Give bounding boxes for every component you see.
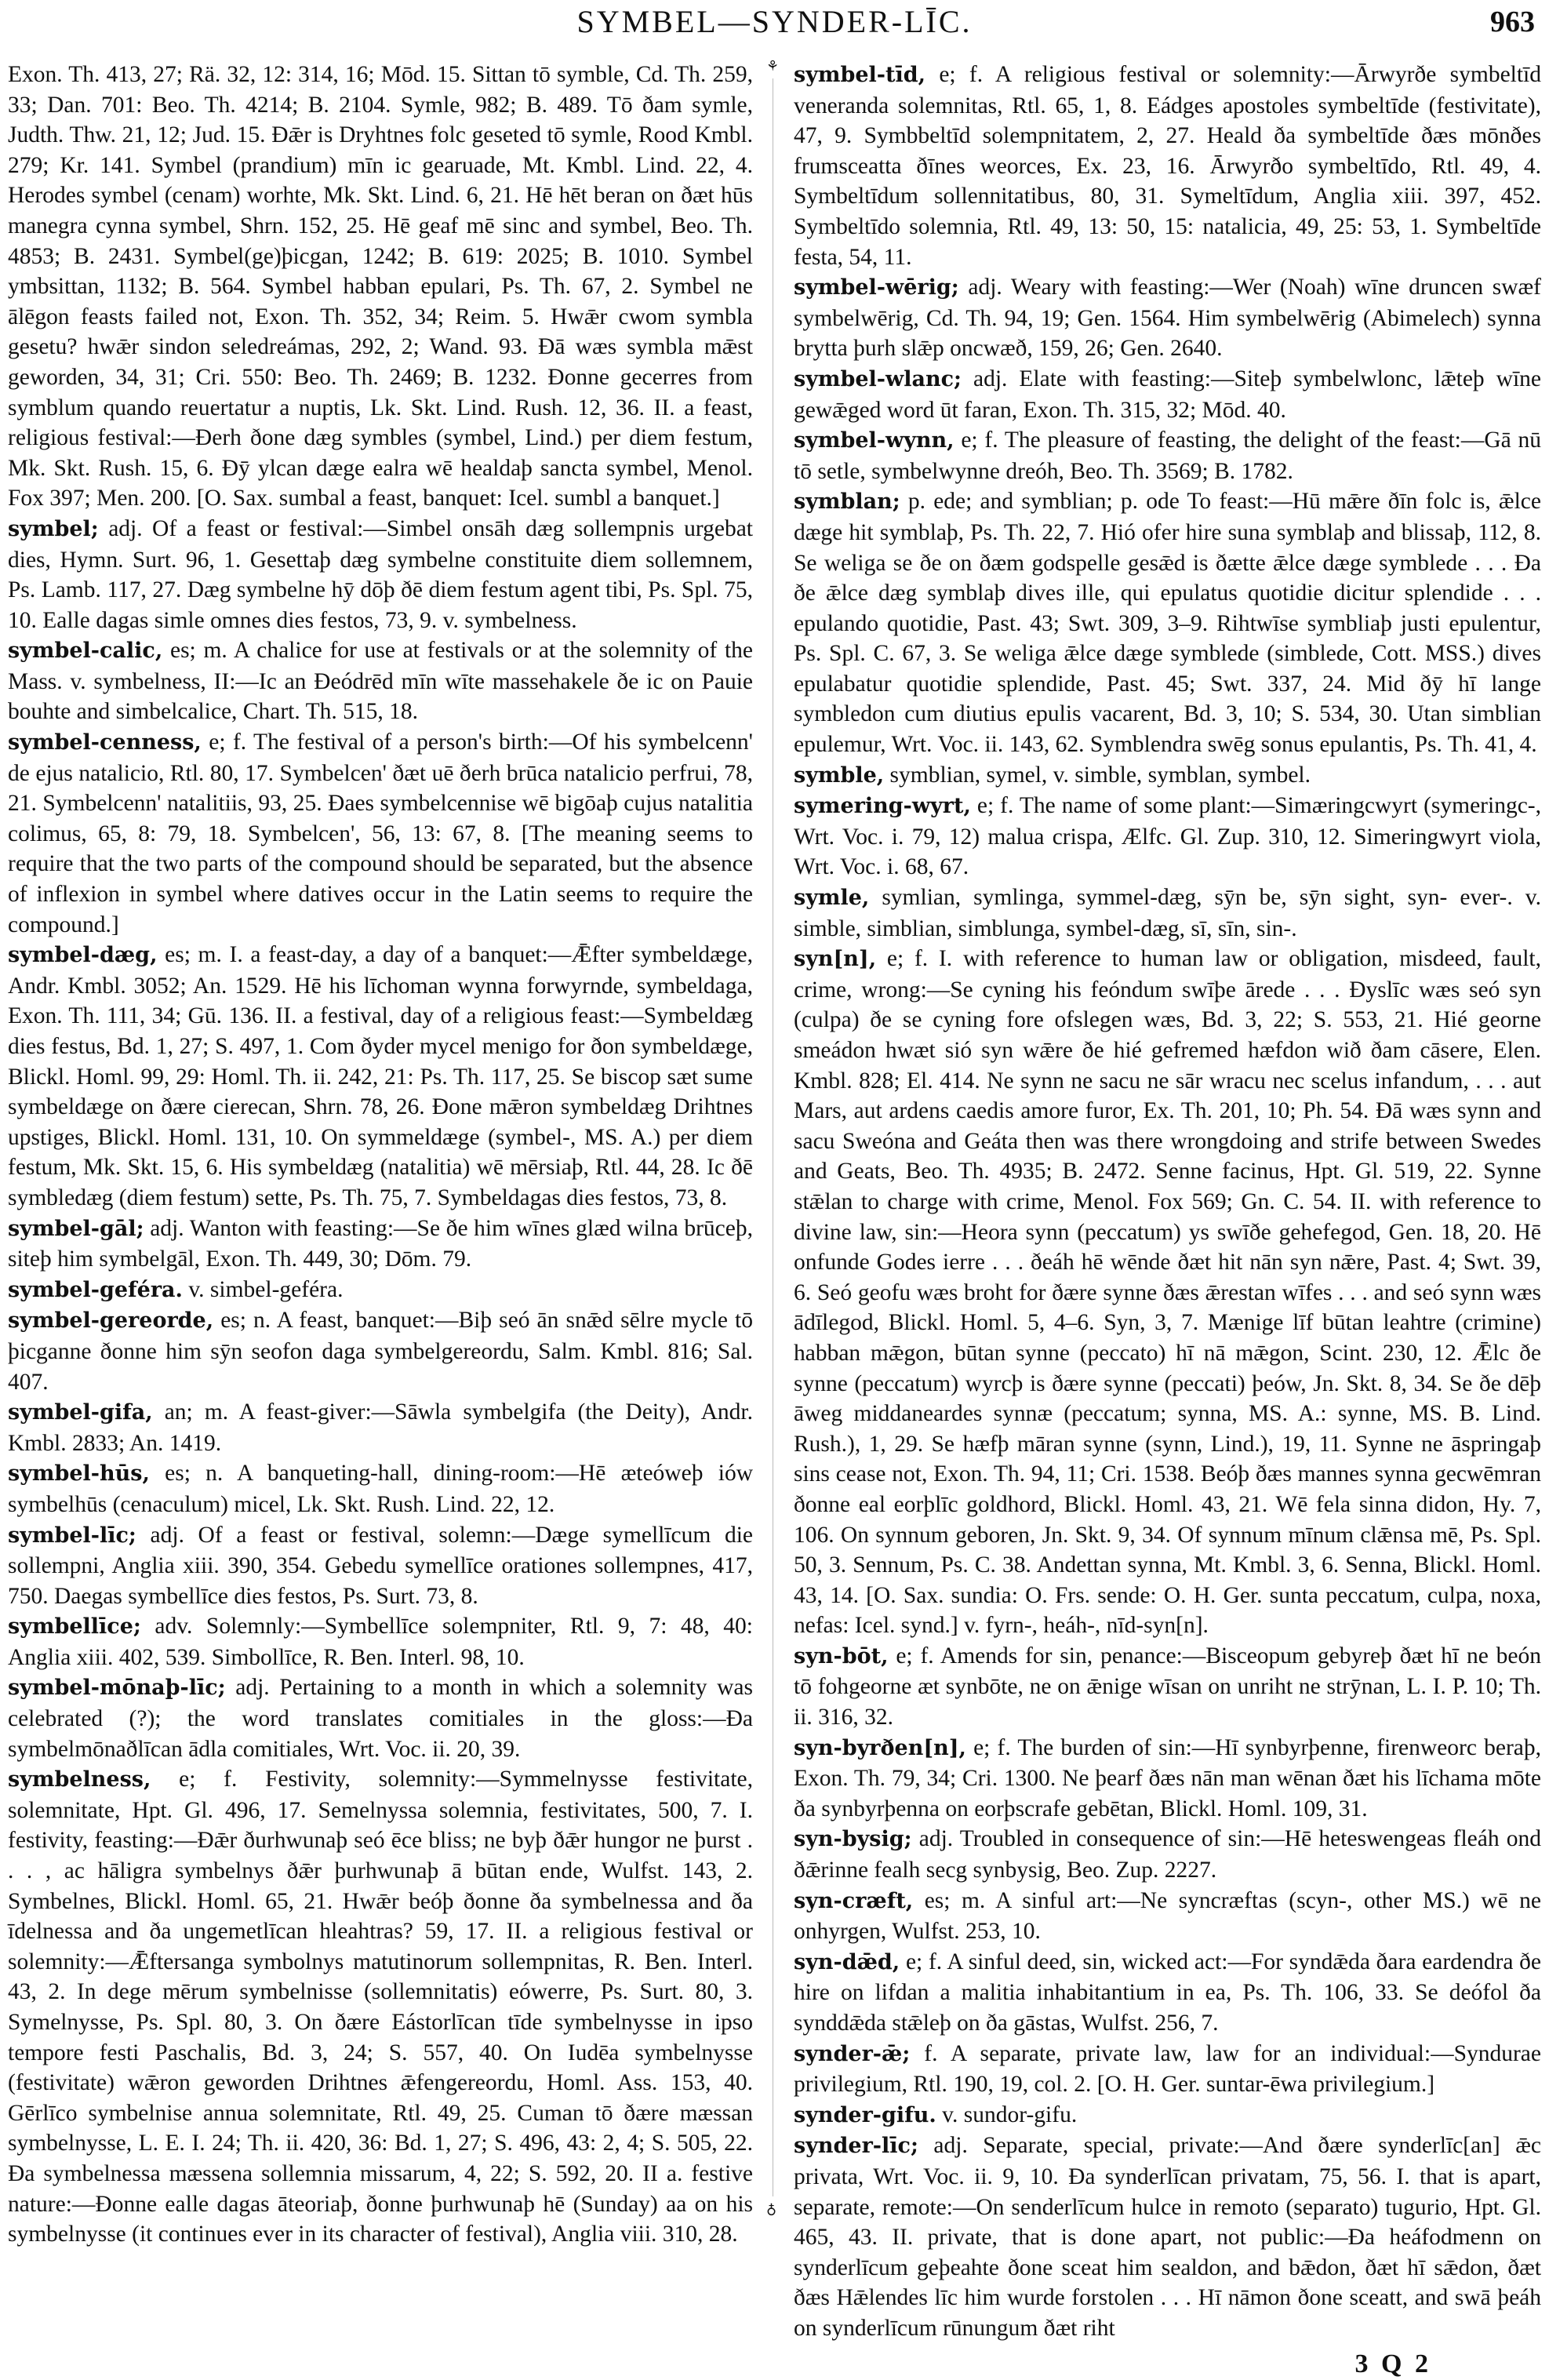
- column-ornament-icon: ♁: [766, 2201, 777, 2217]
- dictionary-entry: [8, 1305, 753, 1397]
- right-column: [794, 60, 1541, 2380]
- dictionary-entry: [794, 60, 1541, 272]
- entry-body: f. A separate, private law, law for an individual:—Syndurae privilegium, Rtl. 190, 19, col. 2. [O. H. Ger. suntar-ēwa privilegium.]: [794, 2040, 1541, 2098]
- entry-body: e; f. The festival of a person's birth:—Of his symbelcenn' de ejus natalicio, Rtl. 80, 17. Symbelcen' ðæt uē ðerh brūca natalicio perfrui, 78, 21. Symbelcenn' natalitiis, 93, 25. Ðaes symbelcennise wē bigōaþ cujus natalitia colimus, 65, 8: 79, 18. Symbelcen', 56, 13: 67, 8. [The meaning seems to require that the two parts of the compound should be separated, but the absence of inflexion in symbel where datives occur in the Latin seems to require the compound.]: [8, 730, 753, 937]
- entry-body: adv. Solemnly:—Symbellīce solempniter, Rtl. 9, 7: 48, 40: Anglia xiii. 402, 539. Simbollīce, R. Ben. Interl. 98, 10.: [8, 1614, 753, 1670]
- dictionary-entry: [8, 727, 753, 940]
- entry-body: e; f. Festivity, solemnity:—Symmelnysse festivitate, solemnitate, Hpt. Gl. 496, 17. Semelnyssa solemnia, festivitates, 500, 7. I. festivity, feasting:—Ðǣr ðurhwunaþ seó ēce bliss; ne byþ ðǣr hungor ne þurst . . . , ac hāligra symbelnys ðǣr þurhwunaþ ā būtan ende, Wulfst. 143, 2. Symbelnes, Blickl. Homl. 65, 21. Hwǣr beóþ ðonne ða symbelnessa and ða īdelnessa and ða ungemetlīcan hleahtras? 59, 17. II. a religious festival or solemnity:—Ǣftersanga symbolnys matutinorum sollempnitas, R. Ben. Interl. 43, 2. In dege mērum symbelnisse (sollemnitatis) eówerre, Ps. Surt. 80, 3. Symelnysse, Ps. Spl. 80, 3. On ðære Eástorlīcan tīde symbelnysse in ipso tempore festi Paschalis, Bd. 3, 24; S. 557, 40. On Iudēa symbelnysse (festivitate) wǣron geworden Drihtnes ǣfengereordu, Homl. Ass. 153, 40. Gērlīco symbelnise annua solemnitate, Rtl. 49, 25. Cuman tō ðære mæssan symbelnysse, L. E. I. 24; Th. ii. 420, 36: Bd. 1, 27; S. 496, 43: 2, 4; S. 505, 22. Ða symbelnessa mæssena sollemnia missarum, 4, 22; S. 592, 20. II a. festive nature:—Ðonne ealle dagas āteoriaþ, ðonne þurhwunaþ hē (Sunday) aa on his symbelnysse (it continues ever in its character of festival), Anglia viii. 310, 28.: [8, 1767, 753, 2247]
- entry-body: v. simbel-geféra.: [182, 1276, 344, 1302]
- entry-headword: symbel;: [8, 516, 99, 541]
- dictionary-entry: [794, 1641, 1541, 1733]
- entry-body: adj. Elate with feasting:—Siteþ symbelwlonc, lǣteþ wīne gewǣged word ūt faran, Exon. Th. 315, 32; Mōd. 40.: [794, 366, 1541, 423]
- entry-body: es; m. A sinful art:—Ne syncræftas (scyn-, other MS.) wē ne onhyrgen, Wulfst. 253, 10.: [794, 1887, 1541, 1945]
- continued-entry: [8, 60, 753, 514]
- entry-headword: symering-wyrt,: [794, 794, 971, 819]
- entry-body: es; m. I. a feast-day, a day of a banquet:—Ǣfter symbeldæge, Andr. Kmbl. 3052; An. 1529. Hē his līchoman wynna forwyrnde, symbeldaga, Exon. Th. 111, 34; Gū. 136. II. a festival, day of a religious feast:—Symbeldæg dies festus, Bd. 1, 27; S. 497, 1. Com ðyder mycel menigo for ðon symbeldæge, Blickl. Homl. 99, 29: Homl. Th. ii. 242, 21: Ps. Th. 117, 25. Se biscop sæt sume symbeldæge on ðære cierecan, Shrn. 78, 26. Ðone mǣron symbeldæg Drihtnes upstiges, Blickl. Homl. 131, 10. On symmeldæge (symbel-, MS. A.) per diem festum, Mk. Skt. 15, 6. His symbeldæg (natalitia) wē mērsiaþ, Rtl. 44, 28. Ic ðē symbledæg (diem festum) sette, Ps. Th. 75, 7. Symbeldagas dies festos, 73, 8.: [8, 942, 753, 1210]
- dictionary-entry: [794, 1824, 1541, 1885]
- entry-headword: symbel-cenness,: [8, 730, 202, 755]
- entry-headword: syn-bysig;: [794, 1827, 912, 1852]
- entry-body: e; f. A religious festival or solemnity:—Ārwyrðe symbeltīd veneranda solemnitas, Rtl. 65, 1, 8. Eádges apostoles symbeltīde (festivitate), 47, 9. Symbbeltīd solempnitatem, 2, 27. Heald ða symbeltīde ðæs mōnðes frumsceatta ðīnes weorces, Ex. 23, 16. Ārwyrðo symbeltīdo, Rtl. 49, 4. Symbeltīdum sollennitatibus, 80, 31. Symeltīdum, Anglia xiii. 397, 452. Symbeltīdo solemnia, Rtl. 49, 13: 50, 15: natalicia, 49, 25: 53, 1. Symbeltīde festa, 54, 11.: [794, 62, 1541, 270]
- entry-headword: syn-bōt,: [794, 1643, 889, 1669]
- entry-body: adj. Of a feast or festival:—Simbel onsāh dæg sollempnis urgebat dies, Hymn. Surt. 96, 1. Gesettaþ dæg symbelne constituite diem sollemnem, Ps. Lamb. 117, 27. Dæg symbelne hȳ dōþ ðē diem festum agent tibi, Ps. Spl. 75, 10. Ealle dagas simle omnes dies festos, 73, 9. v. symbelness.: [8, 515, 753, 633]
- dictionary-entry: [794, 791, 1541, 882]
- entry-headword: synder-ǣ;: [794, 2041, 911, 2066]
- dictionary-entry: [794, 760, 1541, 792]
- page-number: 963: [1490, 5, 1535, 38]
- dictionary-entry: [794, 364, 1541, 425]
- entry-headword: synder-gifu.: [794, 2102, 936, 2127]
- entry-headword: symbellīce;: [8, 1614, 141, 1639]
- entry-body: es; n. A banqueting-hall, dining-room:—Hē æteóweþ iów symbelhūs (cenaculum) micel, Lk. Skt. Rush. Lind. 22, 12.: [8, 1461, 753, 1517]
- entry-body: e; f. The name of some plant:—Simæringcwyrt (symeringc-, Wrt. Voc. i. 79, 12) malua crispa, Ælfc. Gl. Zup. 310, 12. Simeringwyrt viola, Wrt. Voc. i. 68, 67.: [794, 793, 1541, 880]
- entry-headword: synder-līc;: [794, 2134, 918, 2159]
- entry-headword: symbel-dæg,: [8, 943, 158, 968]
- dictionary-entry: [794, 2131, 1541, 2343]
- entry-headword: symblan;: [794, 489, 900, 515]
- entry-headword: syn-byrðen[n],: [794, 1735, 966, 1760]
- entry-body: e; f. The burden of sin:—Hī synbyrþenne, firenweorc beraþ, Exon. Th. 79, 34; Cri. 1300. Ne þearf ðæs nān man wēnan ðæt his līchama mōte ða synbyrþenna on eorþscrafe gebētan, Blickl. Homl. 109, 31.: [794, 1734, 1541, 1821]
- entry-body: e; f. I. with reference to human law or obligation, misdeed, fault, crime, wrong:—Se cyning his feóndum swīþe ārede . . . Ðyslīc wæs seó syn (culpa) ðe se cyning fore ofslegen wæs, Bd. 3, 22; S. 553, 21. Hié georne smeádon hwæt sió syn wǣre ðe hié gefremed hæfdon wið ðam cāsere, Elen. Kmbl. 828; El. 414. Ne synn ne sacu ne sār wracu nec scelus infandum, . . . aut Mars, aut ardens caedis amore furor, Ex. Th. 201, 10; Ph. 54. Ðā wæs synn and sacu Sweóna and Geáta then was there wrongdoing and strife between Swedes and Geats, Beo. Th. 4935; B. 2472. Senne facinus, Hpt. Gl. 519, 22. Synne stǣlan to charge with crime, Menol. Fox 569; Gn. C. 54. II. with reference to divine law, sin:—Heora synn (peccatum) ys swīðe gehefegod, Gen. 18, 20. Hē onfunde Godes ierre . . . ðeáh hē wēnde ðæt hit nān syn nǣre, Past. 4; Swt. 39, 6. Seó geofu wæs broht for ðære synne ðæs ǣrestan wīfes . . . and seó synn wæs ādīlegod, Blickl. Homl. 5, 4–6. Syn, 3, 7. Mænige līf būtan leahtre (crimine) habban mǣgon, būtan synne (peccato) hī nā mǣgon, Scint. 230, 12. Ǣlc ðe synne (peccatum) wyrcþ is ðære synne (peccati) þeów, Jn. Skt. 8, 34. Se ðe dēþ āweg middaneardes synnæ (peccatum; synna, MS. A.: synne, MS. B. Lind. Rush.), 1, 29. Se hæfþ māran synne (synn, Lind.), 19, 11. Synne ne āspringaþ sins cease not, Exon. Th. 94, 11; Cri. 1538. Beóþ ðæs mannes synna gecwēmran ðonne eal eorþlīc goldhord, Blickl. Homl. 43, 21. Wē fela sinna didon, Hy. 7, 106. On synnum geboren, Jn. Skt. 9, 34. Of synnum mīnum clǣnsa mē, Ps. Spl. 50, 3. Sennum, Ps. C. 38. Andettan synna, Mt. Kmbl. 3, 6. Senna, Blickl. Homl. 43, 14. [O. Sax. sundia: O. Frs. sende: O. H. Ger. sunta peccatum, culpa, noxa, nefas: Icel. synd.] v. fyrn-, heáh-, nīd-syn[n].: [794, 946, 1541, 1639]
- dictionary-entry: [8, 1672, 753, 1764]
- entry-body: an; m. A feast-giver:—Sāwla symbelgifa (the Deity), Andr. Kmbl. 2833; An. 1419.: [8, 1399, 753, 1456]
- dictionary-entry: [8, 1397, 753, 1458]
- dictionary-entry: [794, 882, 1541, 944]
- dictionary-entry: [8, 514, 753, 635]
- dictionary-entry: [8, 1458, 753, 1519]
- right-column-entries: [794, 60, 1541, 2344]
- entry-body: adj. Troubled in consequence of sin:—Hē heteswengeas fleáh ond ðǣrinne fealh secg synbysig, Beo. Zup. 2227.: [794, 1826, 1541, 1883]
- entry-headword: syn-dǣd,: [794, 1949, 900, 1974]
- entry-headword: symbel-gāl;: [8, 1216, 144, 1241]
- dictionary-entry: [8, 1764, 753, 2250]
- entry-body: adj. Pertaining to a month in which a solemnity was celebrated (?); the word translates comitiales in the gloss:—Ða symbelmōnaðlīcan ādla comitiales, Wrt. Voc. ii. 20, 39.: [8, 1675, 753, 1762]
- entry-headword: symle,: [794, 886, 870, 911]
- entry-headword: symbel-calic,: [8, 639, 163, 664]
- dictionary-entry: [794, 486, 1541, 759]
- dictionary-entry: [794, 2100, 1541, 2131]
- entry-body: adj. Separate, special, private:—And ðære synderlīc[an] ǣc privata, Wrt. Voc. ii. 9, 10. Ða synderlīcan privatam, 75, 56. I. that is apart, separate, remote:—On senderlīcum hulce in remoto (separato) tugurio, Hpt. Gl. 465, 43. II. private, that is done apart, not public:—Ða heáfodmenn on synderlīcum geþeahte ðone sceat him sealdon, and bǣdon, ðæt hī sǣdon, ðæt ðæs Hǣlendes līc him wurde forstolen . . . Hī nāmon ðone sceatt, and swā þeáh on synderlīcum rūnungum ðæt riht: [794, 2133, 1541, 2341]
- running-title: SYMBEL—SYNDER-LĪC.: [576, 4, 973, 39]
- entry-body: v. sundor-gifu.: [936, 2102, 1078, 2127]
- entry-body: e; f. A sinful deed, sin, wicked act:—For syndǣda ðara eardendra ðe hire on lifdan a malitia inhabitantium in ea, Ps. Th. 106, 33. Se deófol ða synddǣda stǣleþ on ða gāstas, Wulfst. 256, 7.: [794, 1949, 1541, 2036]
- entry-body: symblian, symel, v. simble, symblan, symbel.: [884, 762, 1311, 788]
- dictionary-entry: [8, 1520, 753, 1612]
- printer-signature: 3 Q 2: [1354, 2349, 1431, 2378]
- entry-body: e; f. Amends for sin, penance:—Bisceopum gebyreþ ðæt hī ne beón tō fohgeorne æt synbōte, ne on ǣnige wīsan on unriht ne strȳnan, L. I. P. 10; Th. ii. 316, 32.: [794, 1643, 1541, 1730]
- entry-body: adj. Of a feast or festival, solemn:—Dæge symellīcum die sollempni, Anglia xiii. 390, 354. Gebedu symellīce orationes sollempnes, 417, 750. Daegas symbellīce dies festos, Ps. Surt. 73, 8.: [8, 1522, 753, 1609]
- entry-headword: symbel-wlanc;: [794, 366, 962, 391]
- dictionary-entry: [8, 1214, 753, 1275]
- dictionary-entry: [794, 2039, 1541, 2100]
- entry-headword: syn[n],: [794, 947, 877, 972]
- entry-body: es; n. A feast, banquet:—Biþ seó ān snǣd sēlre mycle tō þicganne ðonne him sȳn seofon daga symbelgereordu, Salm. Kmbl. 816; Sal. 407.: [8, 1308, 753, 1395]
- entry-headword: symble,: [794, 762, 885, 788]
- entry-headword: symbel-tīd,: [794, 63, 925, 87]
- entry-body: symlian, symlinga, symmel-dæg, sȳn be, sȳn sight, syn- ever-. v. simble, simblian, simblunga, symbel-dæg, sī, sīn, sin-.: [794, 885, 1541, 941]
- entry-headword: syn-cræft,: [794, 1888, 914, 1913]
- dictionary-entry: [794, 1947, 1541, 2039]
- page-header: [0, 3, 1549, 50]
- column-ornament-icon: ⚘: [766, 58, 780, 74]
- entry-headword: symbel-gereorde,: [8, 1308, 214, 1334]
- entry-body: e; f. The pleasure of feasting, the delight of the feast:—Gā nū tō setle, symbelwynne dreóh, Beo. Th. 3569; B. 1782.: [794, 428, 1541, 484]
- dictionary-entry: [794, 1733, 1541, 1825]
- entry-body: adj. Weary with feasting:—Wer (Noah) wīne druncen swæf symbelwērig, Cd. Th. 94, 19; Gen. 1564. Him symbelwērig (Abimelech) synna brytta þurh slǣp oncwæð, 159, 26; Gen. 2640.: [794, 275, 1541, 362]
- dictionary-entry: [794, 272, 1541, 364]
- dictionary-entry: [8, 940, 753, 1213]
- entry-headword: symbel-wērig;: [794, 275, 959, 300]
- dictionary-entry: [8, 1275, 753, 1306]
- entry-body: es; m. A chalice for use at festivals or at the solemnity of the Mass. v. symbelness, II:—Ic an Ðeódrēd mīn wīte massehakele ðe ic on Pauie bouhte and simbelcalice, Chart. Th. 515, 18.: [8, 638, 753, 725]
- entry-headword: symbel-mōnaþ-līc;: [8, 1676, 226, 1701]
- dictionary-entry: [794, 944, 1541, 1641]
- left-column: [8, 60, 753, 2250]
- entry-headword: symbel-wynn,: [794, 428, 954, 453]
- entry-headword: symbel-hūs,: [8, 1461, 150, 1487]
- entry-headword: symbel-geféra.: [8, 1277, 183, 1302]
- entry-headword: symbel-gifa,: [8, 1400, 153, 1425]
- entry-body: adj. Wanton with feasting:—Se ðe him wīnes glæd wilna brūceþ, siteþ him symbelgāl, Exon. Th. 449, 30; Dōm. 79.: [8, 1215, 753, 1272]
- dictionary-entry: [8, 1611, 753, 1672]
- dictionary-entry: [794, 1886, 1541, 1947]
- entry-headword: symbel-līc;: [8, 1523, 136, 1548]
- entry-headword: symbelness,: [8, 1767, 151, 1792]
- dictionary-entry: [794, 425, 1541, 486]
- entry-body: p. ede; and symblian; p. ode To feast:—Hū mǣre ðīn folc is, ǣlce dæge hit symblaþ, Ps. Th. 22, 7. Hió ofer hire suna symblaþ and blissaþ, 112, 8. Se weliga se ðe on ðæm godspelle gesǣd is ðætte ǣlce dæge symblede . . . Ða ðe ǣlce dæg symblaþ dives ille, qui epulatus quotidie dicitur splendide . . . epulando quotidie, Past. 43; Swt. 309, 3–9. Rihtwīse symbliaþ justi epulentur, Ps. Spl. C. 67, 3. Se weliga ǣlce dæge symblede (simblede, Cott. MSS.) dives epulabatur quotidie splendide, Past. 45; Swt. 337, 24. Mid ðȳ hī lange symbledon cum diutius epulis vacarent, Bd. 3, 10; S. 534, 30. Utan simblian epulemur, Wrt. Voc. ii. 143, 62. Symblendra swēg sonus epulantis, Ps. Th. 41, 4.: [794, 489, 1541, 758]
- entry-body: Exon. Th. 413, 27; Rä. 32, 12: 314, 16; Mōd. 15. Sittan tō symble, Cd. Th. 259, 33; Dan. 701: Beo. Th. 4214; B. 2104. Symle, 982; B. 489. Tō ðam symle, Judth. Thw. 21, 12; Jud. 15. Ðǣr is Dryhtnes folc geseted tō symle, Rood Kmbl. 279; Kr. 141. Symbel (prandium) mīn ic gearuade, Mt. Kmbl. Lind. 22, 4. Herodes symbel (cenam) worhte, Mk. Skt. Lind. 6, 21. Hē hēt beran on ðæt hūs manegra cynna symbel, Shrn. 152, 25. Hē geaf mē sinc and symbel, Beo. Th. 4853; B. 2431. Symbel(ge)þicgan, 1242; B. 619: 2025; B. 1010. Symbel ymbsittan, 1132; B. 564. Symbel habban epulari, Ps. Th. 67, 2. Symbel ne ālēgon feasts failed not, Exon. Th. 352, 34; Reim. 5. Hwǣr cwom symbla gesetu? hwǣr sindon seledreámas, 292, 2; Wand. 93. Ðā wæs symbla mǣst geworden, 34, 31; Cri. 550: Beo. Th. 2469; B. 1232. Ðonne gecerres from symblum quando reuertatur a nuptis, Lk. Skt. Lind. Rush. 12, 36. II. a feast, religious festival:—Ðerh ðone dæg symbles (symbel, Lind.) per diem festum, Mk. Skt. Rush. 15, 6. Ðȳ ylcan dæge ealra wē healdaþ sancta symbel, Menol. Fox 397; Men. 200. [O. Sax. sumbal a feast, banquet: Icel. sumbl a banquet.]: [8, 62, 753, 511]
- dictionary-entry: [8, 635, 753, 727]
